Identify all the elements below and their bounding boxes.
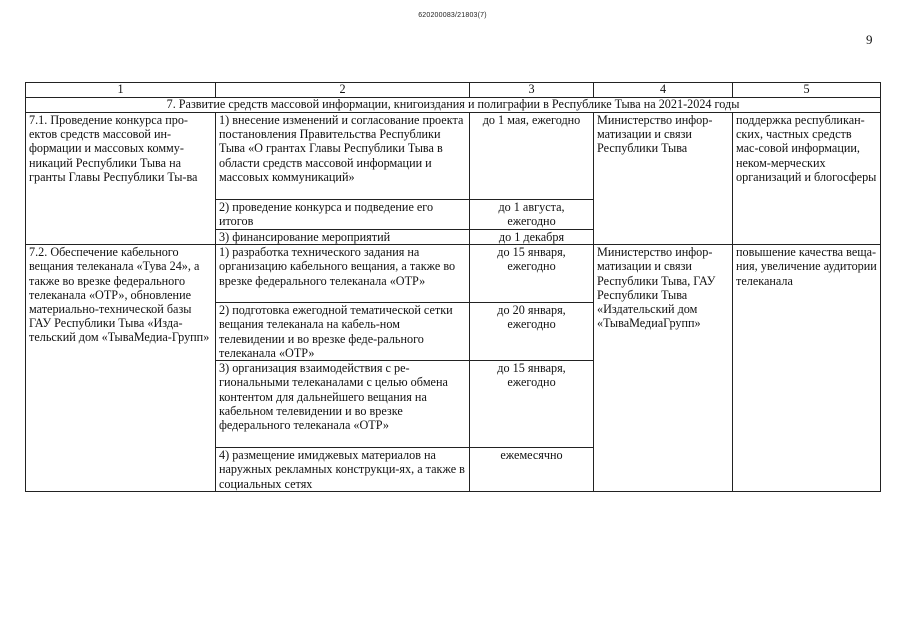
table-row — [26, 113, 881, 200]
document-code: 620200083/21803(7) — [418, 12, 487, 19]
header-row — [26, 83, 881, 98]
measure-cell: 7.2. Обеспечение кабельного вещания телеканала «Тува 24», а также во врезке федерального телеканала «ОТР», обновление материально-технической базы ГАУ Республики Тыва «Изда-тельский дом «ТываМедиа-Групп» — [26, 245, 216, 492]
header-cell-4: 4 — [594, 83, 733, 98]
header-cell-1: 1 — [26, 83, 216, 98]
deadline-cell: до 15 января, ежегодно — [470, 245, 594, 303]
action-cell: 4) размещение имиджевых материалов на наружных рекламных конструкци-ях, а также в социальных сетях — [216, 448, 470, 492]
action-cell: 2) подготовка ежегодной тематической сетки вещания телеканала на кабель-ном телевидении и во врезке феде-рального телеканала «ОТР» — [216, 303, 470, 361]
result-cell: поддержка республикан-ских, частных средств мас-совой информации, неком-мерческих организаций и блогосферы — [733, 113, 881, 245]
action-cell: 1) внесение изменений и согласование проекта постановления Правительства Республики Тыва «О грантах Главы Республики Тыва в области средств массовой информации и массовых коммуникаций» — [216, 113, 470, 200]
table-row — [26, 245, 881, 303]
header-cell-5: 5 — [733, 83, 881, 98]
deadline-cell: до 1 декабря — [470, 230, 594, 245]
header-cell-3: 3 — [470, 83, 594, 98]
result-cell: повышение качества веща-ния, увеличение аудитории телеканала — [733, 245, 881, 492]
action-cell: 1) разработка технического задания на организацию кабельного вещания, а также во врезке федерального телеканала «ОТР» — [216, 245, 470, 303]
deadline-cell: до 1 августа, ежегодно — [470, 200, 594, 230]
performers-cell: Министерство инфор-матизации и связи Республики Тыва — [594, 113, 733, 245]
section-title: 7. Развитие средств массовой информации, книгоиздания и полиграфии в Республике Тыва на 2021-2024 годы — [26, 98, 881, 113]
deadline-cell: до 15 января, ежегодно — [470, 361, 594, 448]
page-number: 9 — [866, 32, 873, 47]
performers-cell: Министерство инфор-матизации и связи Республики Тыва, ГАУ Республики Тыва «Издательский дом «ТываМедиаГрупп» — [594, 245, 733, 492]
deadline-cell: ежемесячно — [470, 448, 594, 492]
action-cell: 3) финансирование мероприятий — [216, 230, 470, 245]
deadline-cell: до 20 января, ежегодно — [470, 303, 594, 361]
measure-cell: 7.1. Проведение конкурса про-ектов средств массовой ин-формации и массовых комму-никаций Республики Тыва на гранты Главы Республики Ты-ва — [26, 113, 216, 245]
measures-table — [25, 82, 881, 492]
section-row — [26, 98, 881, 113]
action-cell: 2) проведение конкурса и подведение его итогов — [216, 200, 470, 230]
action-cell: 3) организация взаимодействия с ре-гиональными телеканалами с целью обмена контентом для дальнейшего вещания на кабельном телевидении и во врезке федерального телеканала «ОТР» — [216, 361, 470, 448]
header-cell-2: 2 — [216, 83, 470, 98]
deadline-cell: до 1 мая, ежегодно — [470, 113, 594, 200]
